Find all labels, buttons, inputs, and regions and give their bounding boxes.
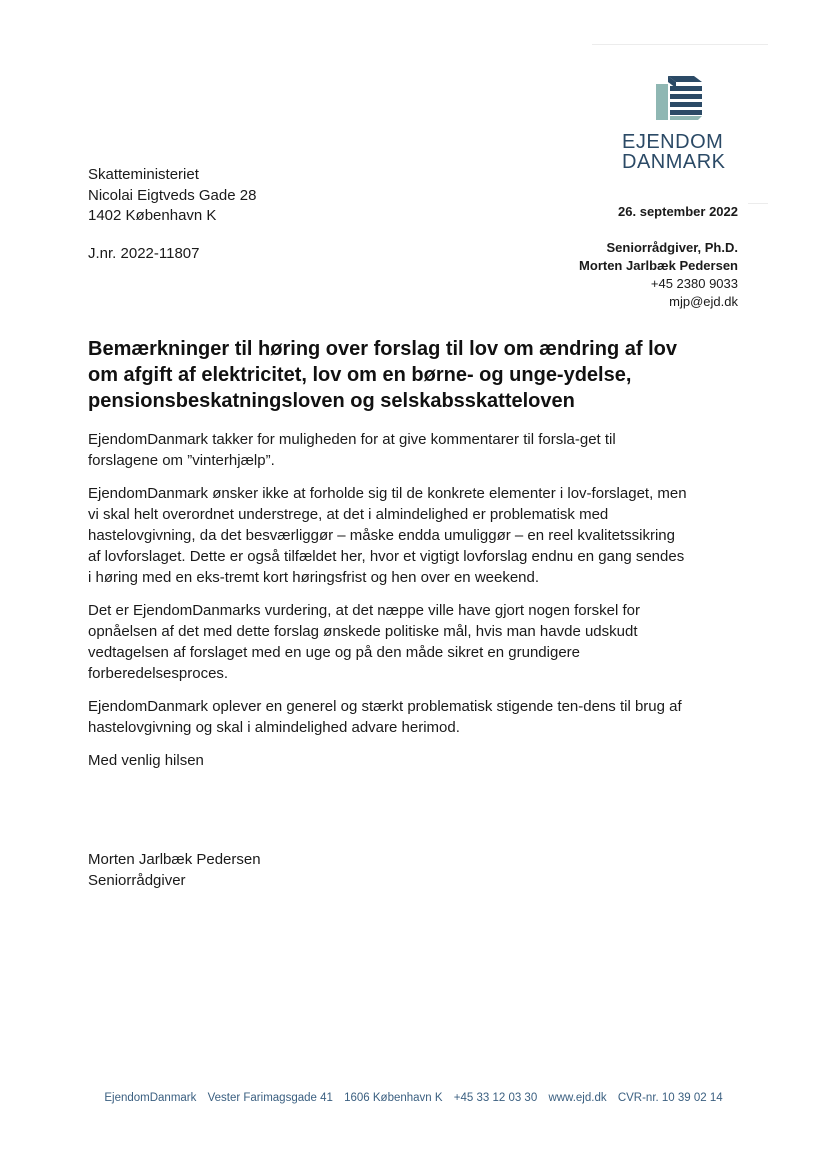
- logo-line-2: DANMARK: [622, 151, 726, 173]
- ejendom-danmark-logo: [620, 74, 740, 172]
- paragraph-2: EjendomDanmark ønsker ikke at forholde sig til de konkrete elementer i lov-forslaget, men vi skal helt overordnet understrege, at det i almindelighed er problematisk med hastelovgivning, da det besværliggør – måske endda umuliggør – en reel kvalitetssikring af lovforslaget. Dette er også tilfældet her, hvor et vigtigt lovforslag endnu en gang sendes i høring med en eks-tremt kort høringsfrist og hen over en weekend.: [88, 485, 687, 586]
- signature-title: Seniorrådgiver: [88, 871, 186, 889]
- signature-block: [88, 850, 261, 891]
- footer-cvr: CVR-nr. 10 39 02 14: [617, 1092, 723, 1104]
- paragraph-4: EjendomDanmark oplever en generel og stærkt problematisk stigende ten-dens til brug af hastelovgivning og skal i almindelighed advare herimod.: [88, 698, 682, 736]
- letter-heading: Bemærkninger til høring over forslag til lov om ændring af lov om afgift af elektricitet, lov om en børne- og unge-ydelse, pensionsbeskatningsloven og selskabsskatteloven: [88, 338, 677, 412]
- journal-number: J.nr. 2022-11807: [88, 245, 200, 262]
- footer-org: EjendomDanmark: [104, 1092, 197, 1104]
- top-divider: [592, 44, 768, 45]
- recipient-city: 1402 København K: [88, 207, 217, 224]
- recipient-street: Nicolai Eigtveds Gade 28: [88, 186, 257, 204]
- contact-name: Morten Jarlbæk Pedersen: [579, 258, 738, 273]
- letter-body: [88, 429, 688, 783]
- closing: Med venlig hilsen: [88, 752, 204, 769]
- logo-line-1: EJENDOM: [622, 131, 724, 153]
- date-divider: [748, 203, 768, 204]
- letter-date: 26. september 2022: [618, 204, 738, 219]
- contact-block: [579, 239, 738, 311]
- contact-email: mjp@ejd.dk: [669, 294, 738, 309]
- footer-phone: +45 33 12 03 30: [453, 1092, 538, 1104]
- contact-title: Seniorrådgiver, Ph.D.: [606, 240, 738, 255]
- recipient-name: Skatteministeriet: [88, 166, 199, 183]
- recipient-address: [88, 165, 256, 227]
- signature-name: Morten Jarlbæk Pedersen: [88, 851, 261, 868]
- page-footer: [0, 1092, 827, 1104]
- footer-web: www.ejd.dk: [548, 1092, 607, 1104]
- building-stack-icon: [654, 74, 706, 122]
- contact-phone: +45 2380 9033: [650, 276, 738, 291]
- paragraph-3: Det er EjendomDanmarks vurdering, at det næppe ville have gjort nogen forskel for opnåelsen af det med dette forslag ønskede politiske mål, hvis man havde udskudt vedtagelsen af forslaget med en uge og på den måde sikret en grundigere forberedelsesproces.: [88, 602, 640, 682]
- footer-address: Vester Farimagsgade 41: [207, 1092, 333, 1104]
- footer-city: 1606 København K: [344, 1092, 443, 1104]
- paragraph-1: EjendomDanmark takker for muligheden for at give kommentarer til forsla-get til forslagene om ”vinterhjælp”.: [88, 431, 616, 469]
